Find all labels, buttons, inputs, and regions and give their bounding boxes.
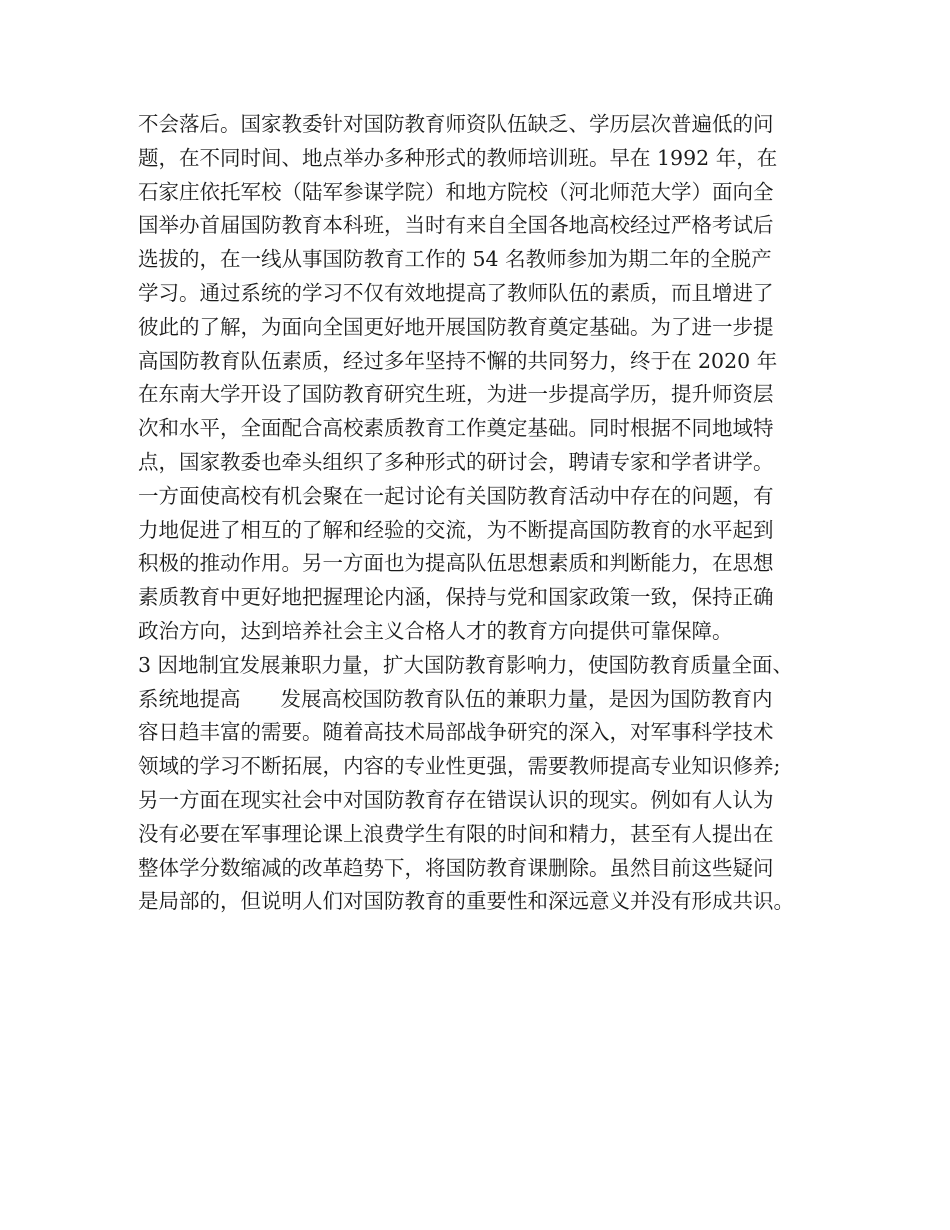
text-line: 政治方向，达到培养社会主义合格人才的教育方向提供可靠保障。	[138, 618, 733, 643]
text-line: 彼此的了解，为面向全国更好地开展国防教育奠定基础。为了进一步提	[138, 314, 774, 339]
text-line: 领域的学习不断拓展，内容的专业性更强，需要教师提高专业知识修养;	[138, 754, 781, 779]
text-line: 不会落后。国家教委针对国防教育师资队伍缺乏、学历层次普遍低的问	[138, 112, 774, 136]
text-line: 选拔的，在一线从事国防教育工作的 54 名教师参加为期二年的全脱产	[138, 247, 772, 272]
text-line: 素质教育中更好地把握理论内涵，保持与党和国家政策一致，保持正确	[138, 585, 774, 610]
text-line: 没有必要在军事理论课上浪费学生有限的时间和精力，甚至有人提出在	[138, 821, 774, 846]
text-line: 国举办首届国防教育本科班，当时有来自全国各地高校经过严格考试后	[138, 213, 774, 238]
heading-continuation-line	[138, 683, 838, 717]
text-line: 容日趋丰富的需要。随着高技术局部战争研究的深入，对军事科学技术	[138, 720, 774, 745]
text-line: 力地促进了相互的了解和经验的交流，为不断提高国防教育的水平起到	[138, 517, 774, 542]
paragraph-start: 发展高校国防教育队伍的兼职力量，是因为国防教育内	[280, 686, 773, 711]
section-heading-tail: 系统地提高	[138, 686, 241, 711]
text-line: 另一方面在现实社会中对国防教育存在错误认识的现实。例如有人认为	[138, 787, 774, 812]
text-line: 题，在不同时间、地点举办多种形式的教师培训班。早在 1992 年，在	[138, 145, 778, 170]
body-text	[138, 108, 838, 919]
text-line: 整体学分数缩减的改革趋势下，将国防教育课删除。虽然目前这些疑问	[138, 855, 774, 880]
text-line: 是局部的，但说明人们对国防教育的重要性和深远意义并没有形成共识。	[138, 889, 794, 914]
text-line: 一方面使高校有机会聚在一起讨论有关国防教育活动中存在的问题，有	[138, 483, 774, 508]
text-line: 点，国家教委也牵头组织了多种形式的研讨会，聘请专家和学者讲学。	[138, 449, 774, 474]
text-line: 石家庄依托军校（陆军参谋学院）和地方院校（河北师范大学）面向全	[138, 179, 774, 204]
text-line: 积极的推动作用。另一方面也为提高队伍思想素质和判断能力，在思想	[138, 551, 774, 576]
text-line: 在东南大学开设了国防教育研究生班，为进一步提高学历，提升师资层	[138, 382, 774, 407]
section-heading: 3 因地制宜发展兼职力量，扩大国防教育影响力，使国防教育质量全面、	[138, 652, 794, 677]
text-line: 学习。通过系统的学习不仅有效地提高了教师队伍的素质，而且增进了	[138, 280, 774, 305]
text-line: 高国防教育队伍素质，经过多年坚持不懈的共同努力，终于在 2020 年	[138, 348, 778, 373]
text-line: 次和水平，全面配合高校素质教育工作奠定基础。同时根据不同地域特	[138, 416, 774, 441]
